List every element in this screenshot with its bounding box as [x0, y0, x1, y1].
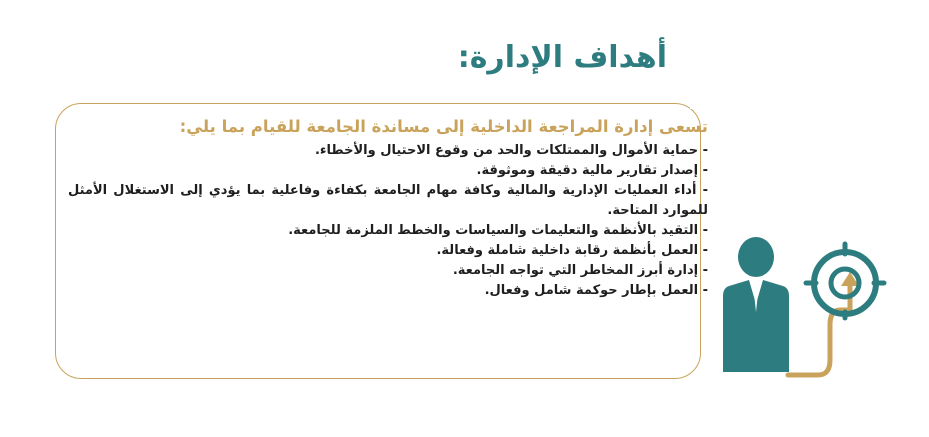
- page-title: أهداف الإدارة:: [457, 40, 667, 75]
- frame-gap: [690, 95, 712, 109]
- objectives-list: [68, 141, 708, 301]
- illustration: [700, 200, 900, 390]
- growth-arrow-icon: [788, 272, 859, 375]
- intro-text: تسعى إدارة المراجعة الداخلية إلى مساندة الجامعة للقيام بما يلي:: [179, 117, 708, 136]
- list-item: - إصدار تقارير مالية دقيقة وموثوقة.: [476, 163, 708, 178]
- person-icon: [723, 237, 789, 372]
- list-item: - أداء العمليات الإدارية والمالية وكافة مهام الجامعة بكفاءة وفاعلية بما يؤدي إلى الاستغلال الأمثل للموارد المتاحة.: [68, 183, 708, 218]
- list-item: - حماية الأموال والممتلكات والحد من وقوع الاحتيال والأخطاء.: [314, 143, 708, 158]
- list-item: - إدارة أبرز المخاطر التي تواجه الجامعة.: [452, 263, 708, 278]
- list-item: - العمل بأنظمة رقابة داخلية شاملة وفعالة.: [436, 243, 708, 258]
- list-item: - التقيد بالأنظمة والتعليمات والسياسات والخطط الملزمة للجامعة.: [288, 223, 708, 238]
- list-item: - العمل بإطار حوكمة شامل وفعال.: [484, 283, 708, 298]
- objectives-block: [68, 112, 708, 301]
